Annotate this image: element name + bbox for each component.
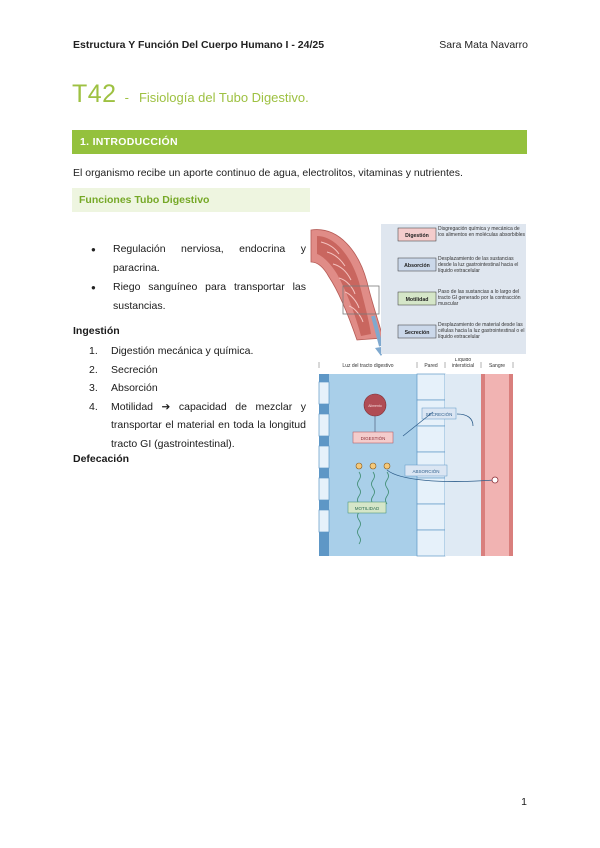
zone-label-fluid: Líquido intersticial bbox=[451, 358, 475, 369]
legend-term: Digestión bbox=[405, 233, 429, 239]
blood-vessel-region bbox=[481, 374, 513, 556]
interstitial-fluid-region bbox=[445, 374, 481, 556]
ingestion-heading: Ingestión bbox=[73, 325, 120, 337]
vessel-wall-right bbox=[509, 374, 513, 556]
step-number: 1. bbox=[89, 345, 98, 357]
step-text: Secreción bbox=[111, 363, 158, 376]
step-number: 2. bbox=[89, 363, 98, 376]
legend-desc: Disgregación química y mecánica de los alimentos en moléculas absorbibles bbox=[438, 226, 525, 238]
step-item bbox=[89, 342, 306, 361]
motility-label: MOTILIDAD bbox=[354, 506, 380, 511]
step-number: 4. bbox=[89, 400, 98, 413]
subsection-header-label: Funciones Tubo Digestivo bbox=[79, 194, 210, 206]
defecation-heading: Defecación bbox=[73, 453, 130, 465]
title-text: Fisiología del Tubo Digestivo. bbox=[138, 90, 309, 105]
header-author: Sara Mata Navarro bbox=[439, 39, 528, 51]
document-title bbox=[72, 80, 309, 109]
step-text: Absorción bbox=[111, 382, 158, 394]
section-header-label: 1. INTRODUCCIÓN bbox=[80, 136, 178, 148]
zone-label-blood: Sangre bbox=[488, 363, 506, 369]
page-number: 1 bbox=[521, 796, 527, 808]
step-text: Motilidad ➔ capacidad de mezclar y transportar el material en toda la longitud tracto GI (gastrointestinal). bbox=[111, 400, 306, 450]
legend-term: Absorción bbox=[404, 263, 430, 269]
secretion-label: SECRECIÓN bbox=[425, 412, 453, 417]
intro-paragraph: El organismo recibe un aporte continuo de agua, electrolitos, vitaminas y nutrientes. bbox=[73, 167, 463, 179]
legend-term: Motilidad bbox=[405, 297, 429, 303]
step-item bbox=[89, 379, 306, 398]
functions-bullet-list bbox=[91, 240, 306, 316]
bullet-item: ● Riego sanguíneo para transportar las sustancias. bbox=[91, 278, 306, 316]
intestine-illustration bbox=[311, 230, 387, 356]
legend-desc: Desplazamiento de las sustancias desde la luz gastrointestinal hacia el líquido extracelular bbox=[438, 256, 519, 274]
legend-term: Secreción bbox=[404, 330, 430, 336]
zone-label-lumen: Luz del tracto digestivo bbox=[342, 363, 394, 369]
title-dash: - bbox=[124, 90, 129, 105]
legend-desc: Desplazamiento de material desde las células hacia la luz gastrointestinal o el líquido extracelular bbox=[438, 322, 525, 340]
header-course-title: Estructura Y Función Del Cuerpo Humano I - 24/25 bbox=[73, 39, 325, 51]
absorbed-molecule bbox=[492, 477, 498, 483]
vessel-wall-left bbox=[481, 374, 485, 556]
nutrient-molecules bbox=[356, 463, 390, 469]
digestive-physiology-figure bbox=[309, 222, 528, 558]
legend-desc: Paso de las sustancias a lo largo del tracto GI generado por la contracción muscular bbox=[438, 289, 521, 307]
bullet-item: ● Regulación nerviosa, endocrina y paracrina. bbox=[91, 240, 306, 278]
zone-label-wall: Pared bbox=[424, 363, 438, 369]
step-item bbox=[89, 361, 306, 380]
title-code: T42 bbox=[72, 80, 117, 108]
step-text: Digestión mecánica y química. bbox=[111, 345, 254, 357]
step-number: 3. bbox=[89, 382, 98, 394]
step-item bbox=[89, 398, 306, 454]
absorption-label: ABSORCIÓN bbox=[412, 469, 440, 474]
food-label: Alimento bbox=[368, 404, 382, 408]
ingestion-steps-list bbox=[89, 342, 306, 453]
digestion-label: DIGESTIÓN bbox=[360, 436, 386, 441]
